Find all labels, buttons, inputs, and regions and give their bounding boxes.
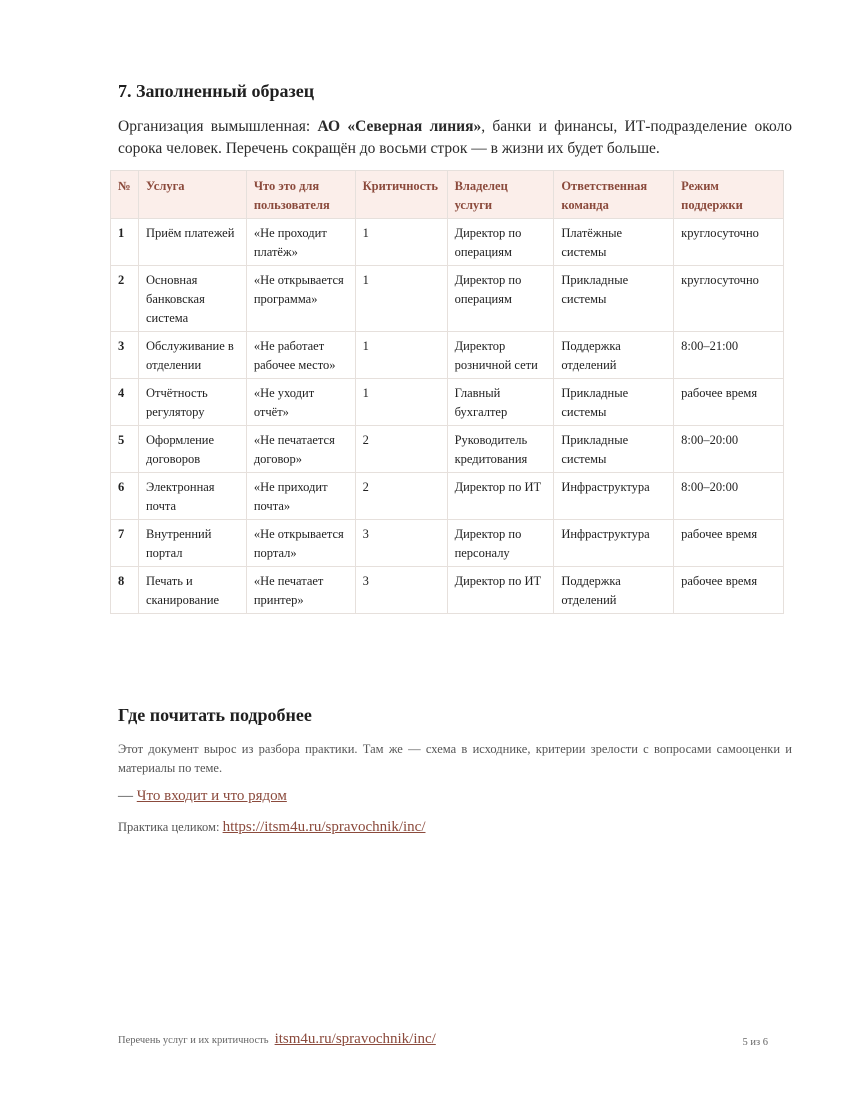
table-cell: Директор по операциям — [447, 266, 554, 332]
further-reading-text: Этот документ вырос из разбора практики. Там же — схема в исходнике, критерии зрелости с вопросами самооценки и материалы по теме. — [118, 742, 792, 775]
table-cell: «Не приходит почта» — [246, 473, 355, 520]
table-cell: круглосуточно — [674, 219, 784, 266]
practice-line — [118, 819, 425, 836]
table-cell: рабочее время — [674, 567, 784, 614]
page-number: 5 из 6 — [742, 1037, 768, 1048]
intro-paragraph — [118, 116, 792, 160]
column-header: Владелец услуги — [447, 171, 554, 219]
table-cell: 2 — [355, 473, 447, 520]
column-header: Режим поддержки — [674, 171, 784, 219]
table-cell: круглосуточно — [674, 266, 784, 332]
table-cell: Платёжные системы — [554, 219, 674, 266]
footer-link[interactable]: itsm4u.ru/spravochnik/inc/ — [274, 1031, 436, 1047]
row-number-cell: 4 — [111, 379, 139, 426]
table-row — [111, 426, 784, 473]
table-cell: Директор по операциям — [447, 219, 554, 266]
table-cell: «Не печатается договор» — [246, 426, 355, 473]
table-cell: «Не проходит платёж» — [246, 219, 355, 266]
related-link[interactable]: Что входит и что рядом — [136, 788, 287, 804]
table-cell: Печать и сканирование — [138, 567, 246, 614]
table-cell: Поддержка отделений — [554, 567, 674, 614]
table-row — [111, 266, 784, 332]
table-row — [111, 567, 784, 614]
practice-link[interactable]: https://itsm4u.ru/spravochnik/inc/ — [222, 819, 426, 835]
table-cell: Директор розничной сети — [447, 332, 554, 379]
table-row — [111, 520, 784, 567]
further-reading-title: Где почитать подробнее — [118, 705, 312, 725]
table-cell: 2 — [355, 426, 447, 473]
column-header: Услуга — [138, 171, 246, 219]
column-header: Критичность — [355, 171, 447, 219]
table-cell: 1 — [355, 379, 447, 426]
intro-text-after: , банки и финансы, ИТ-подразделение около сорока человек. Перечень сокращён до восьми строк — в жизни их будет больше. — [118, 118, 793, 157]
row-number-cell: 6 — [111, 473, 139, 520]
table-cell: Директор по персоналу — [447, 520, 554, 567]
table-cell: Прикладные системы — [554, 379, 674, 426]
table-cell: Руководитель кредитования — [447, 426, 554, 473]
column-header: Ответственная команда — [554, 171, 674, 219]
row-number-cell: 3 — [111, 332, 139, 379]
table-cell: 8:00–20:00 — [674, 473, 784, 520]
table-cell: 3 — [355, 567, 447, 614]
row-number-cell: 5 — [111, 426, 139, 473]
table-cell: 3 — [355, 520, 447, 567]
related-line — [118, 788, 287, 805]
table-row — [111, 473, 784, 520]
table-cell: Обслуживание в отделении — [138, 332, 246, 379]
table-cell: «Не открывается программа» — [246, 266, 355, 332]
table-cell: Главный бухгалтер — [447, 379, 554, 426]
row-number-cell: 7 — [111, 520, 139, 567]
table-cell: Прикладные системы — [554, 266, 674, 332]
table-cell: Инфраструктура — [554, 473, 674, 520]
table-cell: 1 — [355, 219, 447, 266]
table-cell: Приём платежей — [138, 219, 246, 266]
table-cell: 8:00–20:00 — [674, 426, 784, 473]
table-cell: Директор по ИТ — [447, 567, 554, 614]
table-cell: «Не печатает принтер» — [246, 567, 355, 614]
table-header-row — [111, 171, 784, 219]
services-table — [110, 170, 784, 614]
table-cell: «Не работает рабочее место» — [246, 332, 355, 379]
table-cell: 1 — [355, 332, 447, 379]
table-cell: «Не уходит отчёт» — [246, 379, 355, 426]
table-row — [111, 219, 784, 266]
table-row — [111, 379, 784, 426]
footer-doc-title: Перечень услуг и их критичность — [118, 1035, 269, 1046]
table-cell: «Не открывается портал» — [246, 520, 355, 567]
table-body — [111, 219, 784, 614]
intro-text-before: Организация вымышленная: — [118, 118, 318, 135]
section-title: 7. Заполненный образец — [118, 81, 315, 101]
practice-label: Практика целиком: — [118, 820, 223, 834]
table-row — [111, 332, 784, 379]
table-cell: Отчётность регулятору — [138, 379, 246, 426]
table-cell: Оформление договоров — [138, 426, 246, 473]
organization-name: АО «Северная линия» — [317, 118, 482, 135]
table-cell: Основная банковская система — [138, 266, 246, 332]
page-footer — [118, 1031, 768, 1048]
row-number-cell: 8 — [111, 567, 139, 614]
related-prefix: — — [118, 788, 137, 804]
table-cell: 1 — [355, 266, 447, 332]
column-header: Что это для пользователя — [246, 171, 355, 219]
table-cell: рабочее время — [674, 379, 784, 426]
table-cell: 8:00–21:00 — [674, 332, 784, 379]
table-header — [111, 171, 784, 219]
table-cell: Прикладные системы — [554, 426, 674, 473]
column-header: № — [111, 171, 139, 219]
table-cell: Директор по ИТ — [447, 473, 554, 520]
row-number-cell: 1 — [111, 219, 139, 266]
table-cell: Электронная почта — [138, 473, 246, 520]
table-cell: Поддержка отделений — [554, 332, 674, 379]
table-cell: Инфраструктура — [554, 520, 674, 567]
row-number-cell: 2 — [111, 266, 139, 332]
table-cell: Внутренний портал — [138, 520, 246, 567]
table-cell: рабочее время — [674, 520, 784, 567]
